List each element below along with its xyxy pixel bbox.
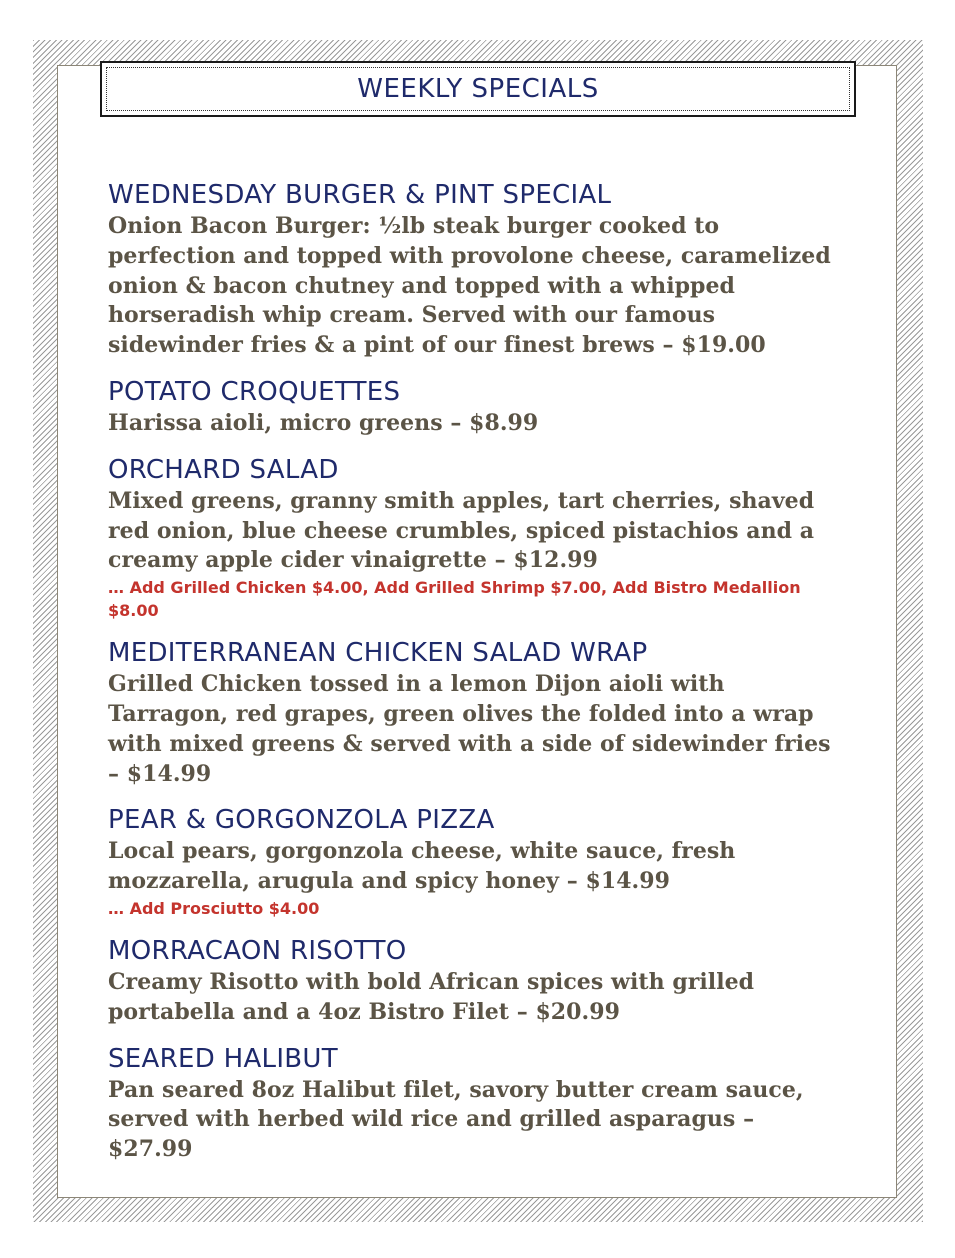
title-box-dotted-frame [106, 67, 850, 111]
menu-item-name: MEDITERRANEAN CHICKEN SALAD WRAP [108, 638, 648, 669]
menu-item-name: SEARED HALIBUT [108, 1043, 338, 1074]
menu-item-description: Pan seared 8oz Halibut filet, savory butter cream sauce, served with herbed wild rice and grilled asparagus – $27.99 [108, 1076, 804, 1163]
title-box [100, 61, 856, 117]
menu-item-name: POTATO CROQUETTES [108, 376, 401, 407]
menu-item-name: PEAR & GORGONZOLA PIZZA [108, 805, 495, 836]
menu-item-pear-gorgonzola-pizza [108, 803, 838, 920]
menu-item-name: MORRACAON RISOTTO [108, 935, 407, 966]
specials-list [108, 178, 838, 1179]
menu-item-potato-croquettes [108, 375, 838, 439]
menu-item-name: ORCHARD SALAD [108, 454, 339, 485]
menu-item-description: Mixed greens, granny smith apples, tart cherries, shaved red onion, blue cheese crumbles, spiced pistachios and a creamy apple cider vinaigrette – $12.99 [108, 487, 815, 574]
menu-item-addon: … Add Grilled Chicken $4.00, Add Grilled Shrimp $7.00, Add Bistro Medallion $8.00 [108, 578, 801, 621]
menu-item-description: Creamy Risotto with bold African spices with grilled portabella and a 4oz Bistro Filet – $20.99 [108, 968, 755, 1025]
menu-item-addon: … Add Prosciutto $4.00 [108, 898, 320, 918]
menu-item-risotto [108, 934, 838, 1028]
menu-item-burger-pint [108, 178, 838, 361]
menu-item-seared-halibut [108, 1042, 838, 1165]
menu-item-chicken-salad-wrap [108, 636, 838, 789]
menu-item-description: Onion Bacon Burger: ½lb steak burger cooked to perfection and topped with provolone cheese, caramelized onion & bacon chutney and topped with a whipped horseradish whip cream. Served with our famous sidewinder fries & a pint of our finest brews – $19.00 [108, 213, 831, 359]
page-title: WEEKLY SPECIALS [357, 74, 599, 104]
menu-item-orchard-salad [108, 453, 838, 622]
menu-item-description: Harissa aioli, micro greens – $8.99 [108, 409, 539, 436]
menu-item-name: WEDNESDAY BURGER & PINT SPECIAL [108, 180, 612, 210]
menu-item-description: Local pears, gorgonzola cheese, white sauce, fresh mozzarella, arugula and spicy honey – $14.99 [108, 838, 736, 895]
menu-item-description: Grilled Chicken tossed in a lemon Dijon aioli with Tarragon, red grapes, green olives the folded into a wrap with mixed greens & served with a side of sidewinder fries – $14.99 [108, 671, 831, 787]
